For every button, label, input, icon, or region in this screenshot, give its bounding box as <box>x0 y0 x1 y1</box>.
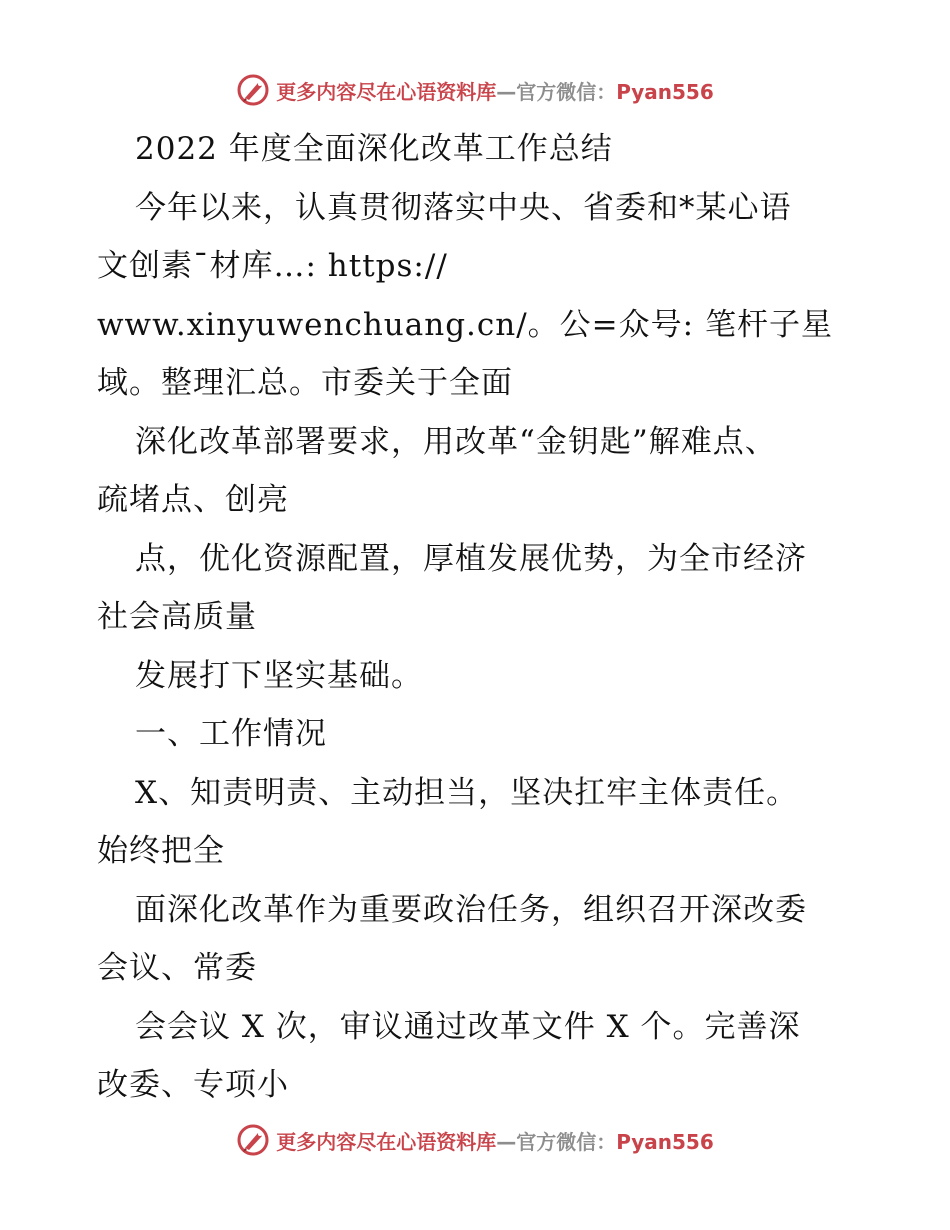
pen-circle-logo-icon <box>236 73 270 107</box>
paragraph-line: 今年以来，认真贯彻落实中央、省委和*某心语 <box>135 189 792 226</box>
paragraph-line: 改委、专项小 <box>97 1067 289 1103</box>
paragraph-line: 始终把全 <box>97 833 225 869</box>
pen-circle-logo-icon <box>236 1123 270 1157</box>
header-banner <box>0 70 950 110</box>
paragraph-line: 会议、常委 <box>97 950 257 986</box>
banner-wechat-label: —官方微信： <box>496 79 617 104</box>
paragraph-line: 文创素¯材库…: https:// <box>97 248 448 284</box>
footer-banner-text <box>276 1126 714 1155</box>
header-banner-text <box>276 76 714 105</box>
paragraph-line: X、知责明责、主动担当，坚决扛牢主体责任。 <box>135 774 799 811</box>
banner-wechat-id: Pyan556 <box>616 1129 714 1154</box>
paragraph-line: 社会高质量 <box>97 599 257 635</box>
banner-site-name: 更多内容尽在心语资料库 <box>276 1129 497 1154</box>
section-heading: 一、工作情况 <box>135 716 327 752</box>
paragraph-line: 域。整理汇总。市委关于全面 <box>97 365 513 401</box>
banner-wechat-id: Pyan556 <box>616 79 714 104</box>
footer-banner <box>0 1120 950 1160</box>
paragraph-line: 发展打下坚实基础。 <box>135 657 423 694</box>
paragraph-line: 点，优化资源配置，厚植发展优势，为全市经济 <box>135 540 807 577</box>
paragraph-line: 深化改革部署要求，用改革“金钥匙”解难点、 <box>135 423 777 460</box>
document-title: 2022 年度全面深化改革工作总结 <box>135 131 613 167</box>
paragraph-line: 面深化改革作为重要政治任务，组织召开深改委 <box>135 891 807 928</box>
paragraph-line: 会会议 X 次，审议通过改革文件 X 个。完善深 <box>135 1008 801 1045</box>
banner-site-name: 更多内容尽在心语资料库 <box>276 79 497 104</box>
paragraph-line: www.xinyuwenchuang.cn/。公=众号: 笔杆子星 <box>97 306 833 343</box>
banner-wechat-label: —官方微信： <box>496 1129 617 1154</box>
paragraph-line: 疏堵点、创亮 <box>97 482 289 518</box>
document-body <box>97 120 867 1115</box>
